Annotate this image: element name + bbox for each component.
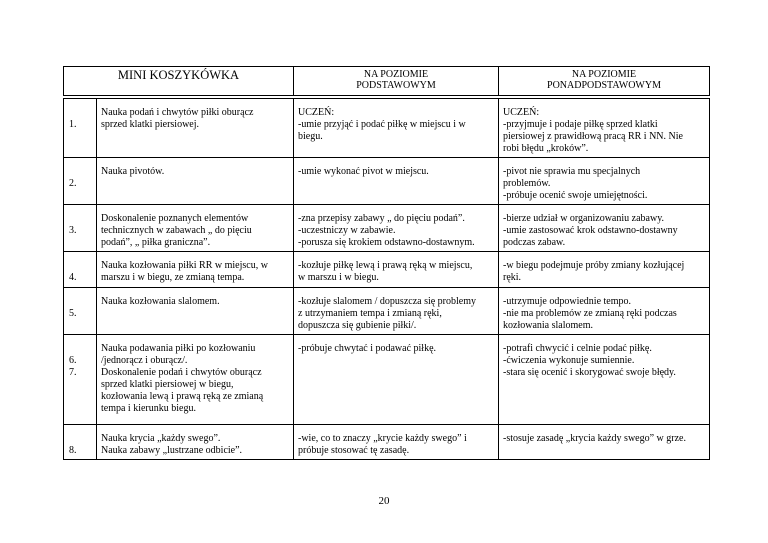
cell-topic-line: /jednorącz i oburącz/. [101,355,188,366]
cell-topic-line: Nauka pivotów. [101,166,165,177]
cell-basic-line: biegu. [298,131,323,142]
page-number: 20 [378,495,390,507]
cell-advanced [499,288,710,335]
table-row [64,288,710,335]
cell-topic [97,335,294,425]
cell-num [64,205,97,252]
cell-advanced-line: -potrafi chwycić i celnie podać piłkę. [503,343,652,354]
cell-num-line: 6. [69,355,77,366]
cell-advanced-line: -pivot nie sprawia mu specjalnych [503,166,641,177]
cell-basic-line: -porusza się krokiem odstawno-dostawnym. [298,237,475,248]
cell-topic-line: Nauka kozłowania slalomem. [101,296,220,307]
cell-num [64,158,97,205]
table-row [64,425,710,460]
cell-advanced-line: -przyjmuje i podaje piłkę sprzed klatki [503,119,658,130]
cell-advanced [499,99,710,158]
cell-advanced-line: -umie zastosować krok odstawno-dostawny [503,225,678,236]
cell-topic-line: kozłowania lewą i prawą ręką ze zmianą [101,391,264,402]
cell-basic-line: dopuszcza się gubienie piłki/. [298,320,417,331]
cell-basic-line: -kozłuje piłkę lewą i prawą ręką w miejscu, [298,260,473,271]
cell-topic [97,425,294,460]
cell-advanced-line: -ćwiczenia wykonuje sumiennie. [503,355,635,366]
title-text: MINI KOSZYKÓWKA [117,68,240,82]
cell-advanced-line: problemów. [503,178,551,189]
column-header-advanced-line: NA POZIOMIE [571,69,637,80]
table-row [64,99,710,158]
cell-num [64,99,97,158]
cell-topic-line: Nauka podań i chwytów piłki oburącz [101,107,254,118]
cell-num-line: 1. [69,119,77,130]
column-header-advanced [499,67,710,96]
cell-advanced-line: -nie ma problemów ze zmianą ręki podczas [503,308,677,319]
cell-advanced-line: ręki. [503,272,522,283]
cell-num-line: 4. [69,272,77,283]
cell-basic [294,425,499,460]
cell-topic-line: Doskonalenie poznanych elementów [101,213,249,224]
cell-num-line: 2. [69,178,77,189]
cell-advanced-line: -bierze udział w organizowaniu zabawy. [503,213,665,224]
cell-basic-line: UCZEŃ: [298,107,335,118]
cell-topic-line: Nauka podawania piłki po kozłowaniu [101,343,256,354]
cell-basic-line: -zna przepisy zabawy „ do pięciu podań”. [298,213,465,224]
table-row [64,335,710,425]
cell-advanced-line: UCZEŃ: [503,107,540,118]
cell-basic-line: z utrzymaniem tempa i zmianą ręki, [298,308,442,319]
cell-topic [97,158,294,205]
cell-topic [97,205,294,252]
cell-topic-line: Nauka krycia „każdy swego”. [101,433,221,444]
cell-topic-line: marszu i w biegu, ze zmianą tempa. [101,272,245,283]
cell-num-line: 5. [69,308,77,319]
cell-basic-line: w marszu i w biegu. [298,272,379,283]
cell-advanced [499,335,710,425]
cell-advanced [499,425,710,460]
curriculum-table [63,98,710,460]
cell-topic-line: technicznych w zabawach „ do pięciu [101,225,252,236]
cell-basic [294,205,499,252]
cell-num [64,425,97,460]
cell-advanced-line: -stosuje zasadę „krycia każdy swego” w grze. [503,433,686,444]
table-row [64,158,710,205]
header-table [63,66,710,96]
cell-advanced-line: -stara się ocenić i skorygować swoje błędy. [503,367,676,378]
cell-advanced-line: -w biegu podejmuje próby zmiany kozłującej [503,260,685,271]
cell-advanced-line: podczas zabaw. [503,237,566,248]
cell-num [64,288,97,335]
cell-basic-line: -umie wykonać pivot w miejscu. [298,166,429,177]
cell-basic-line: -kozłuje slalomem / dopuszcza się problemy [298,296,477,307]
cell-topic-line: sprzed klatki piersiowej w biegu, [101,379,234,390]
cell-basic [294,288,499,335]
cell-basic [294,158,499,205]
cell-basic [294,335,499,425]
cell-topic-line: Doskonalenie podań i chwytów oburącz [101,367,262,378]
cell-basic [294,99,499,158]
cell-advanced [499,158,710,205]
cell-advanced-line: robi błędu „kroków”. [503,143,589,154]
table-row [64,205,710,252]
cell-num-line: 7. [69,367,77,378]
cell-basic-line: próbuje stosować tę zasadę. [298,445,410,456]
cell-advanced [499,252,710,288]
cell-topic-line: tempa i kierunku biegu. [101,403,196,414]
cell-topic [97,288,294,335]
cell-basic-line: -próbuje chwytać i podawać piłkę. [298,343,437,354]
column-header-advanced-line: PONADPODSTAWOWYM [547,80,661,91]
cell-num [64,252,97,288]
column-header-basic-line: NA POZIOMIE [363,69,429,80]
cell-num-line: 3. [69,225,77,236]
table-title [64,67,294,96]
cell-topic-line: sprzed klatki piersiowej. [101,119,200,130]
cell-topic [97,252,294,288]
cell-topic-line: podań”, „ piłka graniczna”. [101,237,211,248]
cell-topic-line: Nauka zabawy „lustrzane odbicie”. [101,445,243,456]
cell-num-line: 8. [69,445,77,456]
cell-basic [294,252,499,288]
table-row [64,252,710,288]
cell-advanced-line: piersiowej z prawidłową pracą RR i NN. Nie [503,131,683,142]
cell-advanced [499,205,710,252]
cell-advanced-line: -utrzymuje odpowiednie tempo. [503,296,632,307]
cell-topic-line: Nauka kozłowania piłki RR w miejscu, w [101,260,268,271]
cell-basic-line: -wie, co to znaczy „krycie każdy swego” i [298,433,467,444]
cell-basic-line: -uczestniczy w zabawie. [298,225,396,236]
cell-basic-line: -umie przyjąć i podać piłkę w miejscu i w [298,119,466,130]
column-header-basic-line: PODSTAWOWYM [356,80,436,91]
cell-num [64,335,97,425]
cell-advanced-line: -próbuje ocenić swoje umiejętności. [503,190,648,201]
column-header-basic [294,67,499,96]
cell-advanced-line: kozłowania slalomem. [503,320,593,331]
cell-topic [97,99,294,158]
